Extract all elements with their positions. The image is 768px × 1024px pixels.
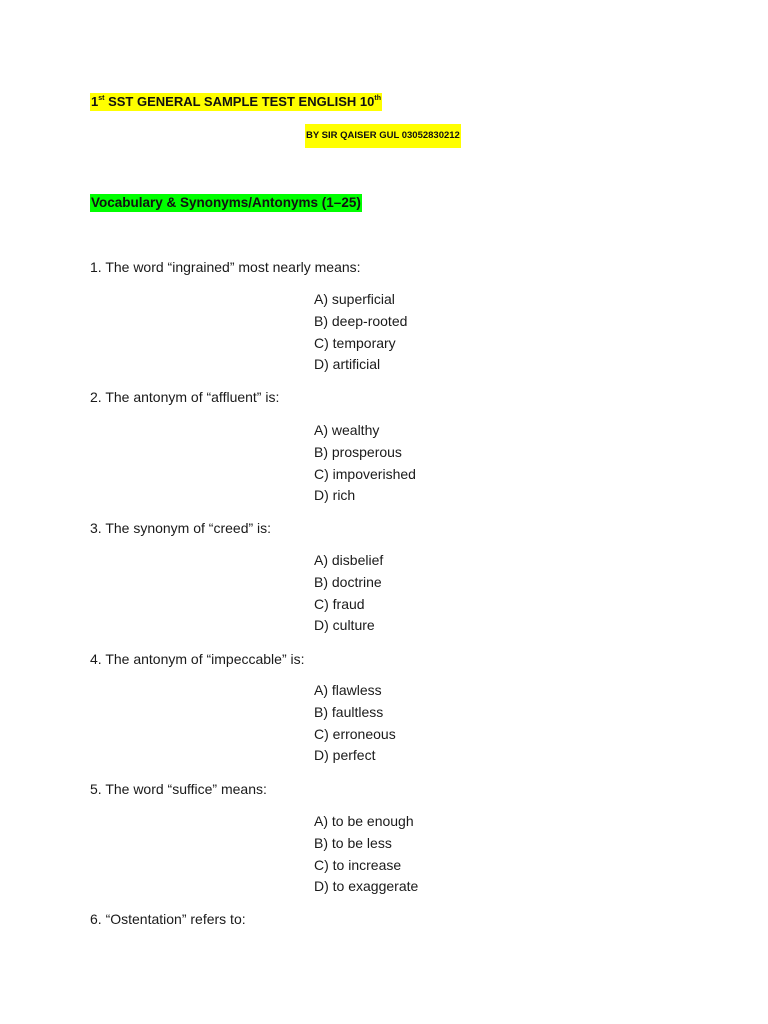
option-d: D) culture bbox=[314, 617, 375, 634]
option-b: B) doctrine bbox=[314, 573, 382, 590]
option-c: C) erroneous bbox=[314, 725, 396, 742]
option-a: A) to be enough bbox=[314, 813, 414, 829]
option-d: D) artificial bbox=[314, 356, 381, 373]
question-6: 6. “Ostentation” refers to: bbox=[90, 911, 246, 927]
question-3-options bbox=[314, 550, 383, 637]
title-main: SST GENERAL SAMPLE TEST ENGLISH 10 bbox=[104, 94, 375, 109]
option-a: A) disbelief bbox=[314, 552, 384, 568]
option-a: A) superficial bbox=[314, 291, 395, 307]
question-1: 1. The word “ingrained” most nearly means: bbox=[90, 259, 361, 275]
option-b: B) faultless bbox=[314, 703, 384, 720]
question-5: 5. The word “suffice” means: bbox=[90, 781, 267, 797]
question-1-options bbox=[314, 289, 407, 376]
question-2: 2. The antonym of “affluent” is: bbox=[90, 389, 280, 405]
option-c: C) fraud bbox=[314, 595, 365, 612]
option-c: C) to increase bbox=[314, 856, 402, 873]
test-title bbox=[90, 93, 382, 111]
question-5-options bbox=[314, 811, 418, 898]
option-d: D) perfect bbox=[314, 747, 376, 764]
option-a: A) wealthy bbox=[314, 422, 380, 438]
option-b: B) prosperous bbox=[314, 443, 402, 460]
question-2-options bbox=[314, 420, 416, 507]
option-b: B) deep-rooted bbox=[314, 312, 408, 329]
option-c: C) impoverished bbox=[314, 465, 416, 482]
option-a: A) flawless bbox=[314, 682, 382, 698]
question-4-options bbox=[314, 680, 396, 767]
author-byline: BY SIR QAISER GUL 03052830212 bbox=[305, 124, 461, 148]
option-c: C) temporary bbox=[314, 334, 396, 351]
title-prefix: 1 bbox=[91, 94, 99, 109]
option-b: B) to be less bbox=[314, 834, 392, 851]
question-4: 4. The antonym of “impeccable” is: bbox=[90, 651, 305, 667]
title-prefix-superscript: st bbox=[98, 95, 105, 102]
section-heading: Vocabulary & Synonyms/Antonyms (1–25) bbox=[91, 195, 361, 210]
question-3: 3. The synonym of “creed” is: bbox=[90, 520, 272, 536]
option-d: D) to exaggerate bbox=[314, 878, 419, 895]
option-d: D) rich bbox=[314, 487, 356, 504]
title-suffix-superscript: th bbox=[374, 95, 381, 102]
